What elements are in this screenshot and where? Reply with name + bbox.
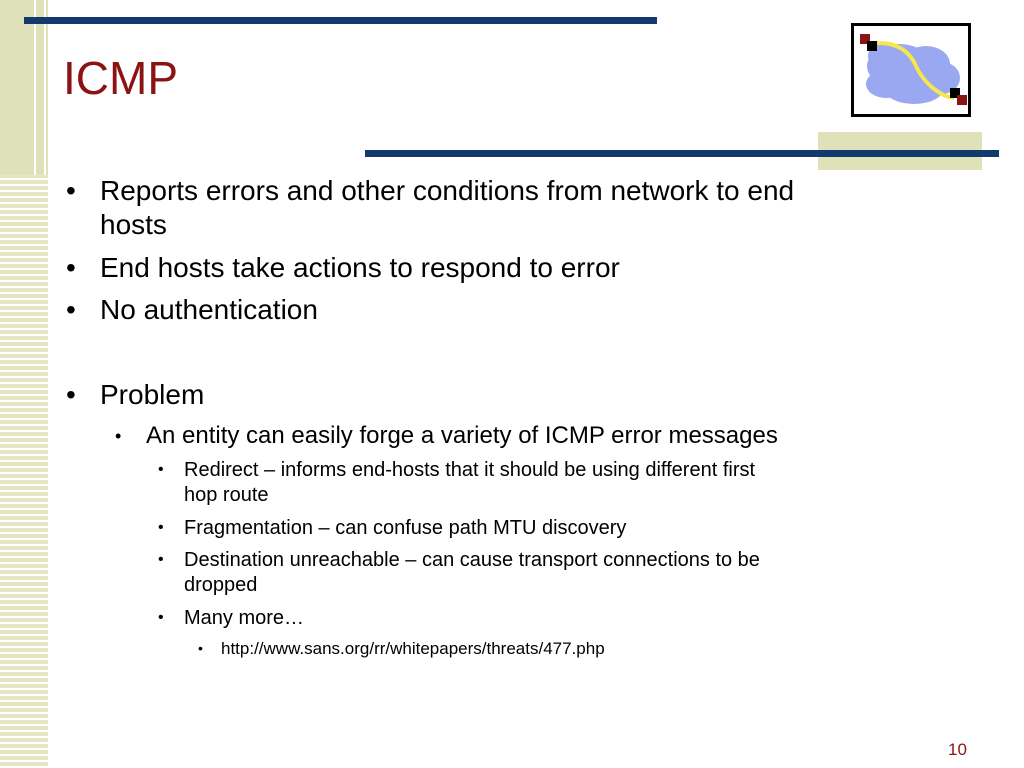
bullet-text: End hosts take actions to respond to error (100, 252, 620, 283)
reference-url-link[interactable]: http://www.sans.org/rr/whitepapers/threats/477.php (221, 639, 605, 658)
slide-title: ICMP (63, 52, 178, 104)
bullet-marker: • (66, 379, 76, 410)
bullet-marker: • (158, 609, 164, 626)
bullet-marker: • (158, 519, 164, 536)
bullet-marker: • (115, 426, 122, 446)
bullet-text: dropped (184, 574, 258, 596)
bullet-text: hosts (100, 209, 167, 240)
bullet-text: Fragmentation – can confuse path MTU discovery (184, 517, 627, 539)
bullet-text: An entity can easily forge a variety of ICMP error messages (146, 422, 778, 449)
bullet-text: Destination unreachable – can cause transport connections to be (184, 549, 760, 571)
page-number: 10 (948, 740, 967, 759)
bullet-marker: • (158, 551, 164, 568)
bullet-text: Reports errors and other conditions from network to end (100, 175, 795, 206)
bullet-text: Many more… (184, 607, 305, 629)
bullet-text: Problem (100, 379, 205, 410)
bullet-marker: • (158, 461, 164, 478)
bullet-text: hop route (184, 484, 269, 506)
bullet-text: Redirect – informs end-hosts that it should be using different first (184, 459, 756, 481)
bullet-marker: • (198, 640, 203, 656)
bullet-marker: • (66, 294, 76, 325)
bullet-marker: • (66, 252, 76, 283)
bullet-marker: • (66, 175, 76, 206)
bullet-text: No authentication (100, 294, 318, 325)
